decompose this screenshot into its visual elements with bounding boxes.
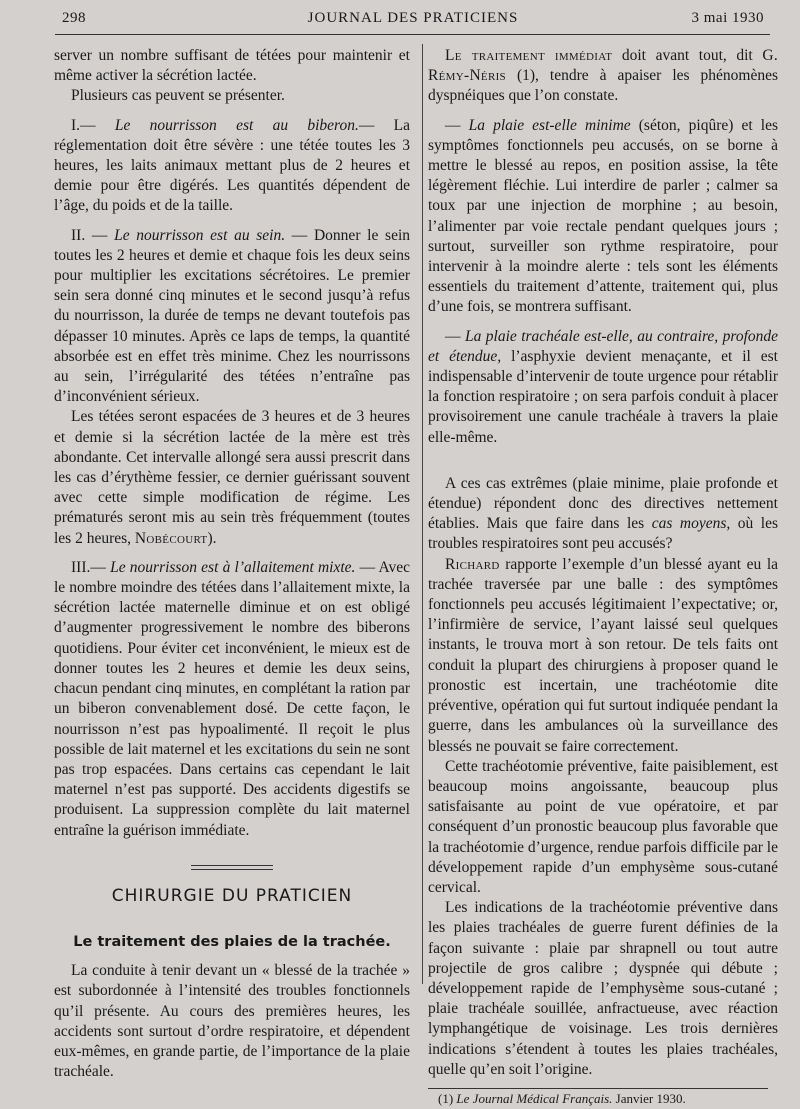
footnote: (1) Le Journal Médical Français. Janvier 1930. xyxy=(438,1090,686,1106)
article-title: Le traitement des plaies de la trachée. xyxy=(73,933,391,950)
paragraph: Plusieurs cas peuvent se présenter. xyxy=(71,87,285,105)
section-divider xyxy=(191,865,273,870)
paragraph: Les tétées seront espacées de 3 heures et de 3 heures et demie si la sécrétion lactée de la mère est très abondante. Cet intervalle allongé sera aussi prescrit dans les cas d’érythème fessier, ce dernier guérissant souvent avec cette simple modification de régime. Les prématurés seront mis au sein très fréquemment (toutes les 2 heures, Nobécourt). xyxy=(54,408,410,547)
paragraph: La conduite à tenir devant un « blessé de la trachée » est subordonnée à l’intensité des troubles fonctionnels qu’il présente. Au cours des premières heures, les accidents sont surtout d’ordre respiratoire, et dépendent eux-mêmes, en grande partie, de l’importance de la plaie trachéale. xyxy=(54,962,410,1081)
paragraph-case-2: II. — Le nourrisson est au sein. — Donner le sein toutes les 2 heures et demie et chaque fois les deux seins pour multiplier les excitations sécrétoires. Le premier sein sera donné cinq minutes et le second jusqu’à refus du nourrisson, la durée de temps ne devant toutefois pas dépasser 10 minutes. Après ce laps de temps, la quantité absorbée est en effet très minime. Chez les nourrissons au sein, l’irrégularité des tétées n’entraîne pas d’inconvénient sérieux. xyxy=(54,226,411,406)
paragraph: A ces cas extrêmes (plaie minime, plaie profonde et étendue) répondent donc des directives nettement établies. Mais que faire dans les cas moyens, où les troubles respiratoires sont peu accusés? xyxy=(428,474,778,553)
header-rule xyxy=(55,34,770,35)
paragraph: Le traitement immédiat doit avant tout, dit G. Rémy-Néris (1), tendre à apaiser les phénomènes dyspnéiques que l’on constate. xyxy=(428,47,779,105)
column-divider xyxy=(422,44,423,984)
paragraph: — La plaie trachéale est-elle, au contraire, profonde et étendue, l’asphyxie devient menaçante, et il est indispensable d’intervenir de toute urgence pour rétablir la fonction respiratoire ; on sera parfois conduit à placer provisoirement une canule trachéale à travers la plaie elle-même. xyxy=(428,327,779,446)
issue-date: 3 mai 1930 xyxy=(691,10,764,26)
section-title: CHIRURGIE DU PRATICIEN xyxy=(111,885,353,906)
right-column xyxy=(428,46,778,1109)
paragraph: Cette trachéotomie préventive, faite paisiblement, est beaucoup moins angoissante, beaucoup plus satisfaisante au point de vue opératoire, et par conséquent d’un pronostic beaucoup plus favorable que la trachéotomie d’urgence, rendue parfois difficile par le développement rapide d’un emphysème sous-cutané cervical. xyxy=(428,757,778,896)
page-number: 298 xyxy=(62,10,86,26)
page-header xyxy=(62,10,764,32)
journal-title: JOURNAL DES PRATICIENS xyxy=(307,10,519,26)
left-column xyxy=(54,46,410,1082)
paragraph: server un nombre suffisant de tétées pour maintenir et même activer la sécrétion lactée. xyxy=(54,47,410,85)
paragraph: Les indications de la trachéotomie préventive dans les plaies trachéales de guerre furent définies de la façon suivante : plaie par shrapnell ou tout autre projectile de gros calibre ; dyspnée qui débute ; développement rapide de l’emphysème sous-cutané ; plaie trachéale souillée, anfractueuse, avec réaction lymphangétique de voisinage. Les trois dernières indications s’étendent à toutes les plaies trachéales, quelle qu’en soit l’origine. xyxy=(428,899,778,1078)
paragraph: Richard rapporte l’exemple d’un blessé ayant eu la trachée traversée par une balle : des symptômes fonctionnels peu accusés légitimaient l’expectative; or, l’infirmière de service, l’ayant laissé seul quelques instants, le trouva mort à son retour. De tels faits ont conduit la plupart des chirurgiens à proposer quand le pronostic est incertain, une trachéotomie dite préventive, opération qui fut surtout indiquée pendant la guerre, dans les ambulances où la surveillance des blessés ne pouvait se faire correctement. xyxy=(428,555,778,755)
paragraph-case-3: III.— Le nourrisson est à l’allaitement mixte. — Avec le nombre moindre des tétées dans l’allaitement mixte, la sécrétion lactée maternelle diminue et on est obligé d’augmenter progressivement le nombre des biberons quotidiens. Pour éviter cet inconvénient, le mieux est de donner toutes les 2 heures et demie les deux seins, chacun pendant cinq minutes, en complétant la ration par un biberon convenablement dosé. De cette façon, le nourrisson n’est pas hypoalimenté. Il reçoit le plus possible de lait maternel et les excitations du sein ne sont pas trop espacées. Dans certains cas cependant le lait maternel n’est pas supporté. Des accidents digestifs se produisent. La suppression complète du lait maternel entraîne la guérison immédiate. xyxy=(54,558,410,839)
paragraph: — La plaie est-elle minime (séton, piqûre) et les symptômes fonctionnels peu accusés, on se borne à mettre le blessé au repos, en position assise, la tête légèrement fléchie. Lui interdire de parler ; calmer sa toux par une injection de morphine ; au besoin, l’alimenter par voie rectale pendant quelques jours ; surtout, surveiller son rythme respiratoire, pour intervenir à la moindre alerte : tels sont les éléments essentiels du traitement d’attente, traitement qui, plus d’une fois, se montrera suffisant. xyxy=(428,116,779,316)
paragraph-case-1: I.— Le nourrisson est au biberon.— La réglementation doit être sévère : une tétée toutes les 3 heures, les laits animaux mettant plus de 2 heures et demie pour être digérés. Les quantités dépendent de l’âge, du poids et de la taille. xyxy=(54,116,411,215)
